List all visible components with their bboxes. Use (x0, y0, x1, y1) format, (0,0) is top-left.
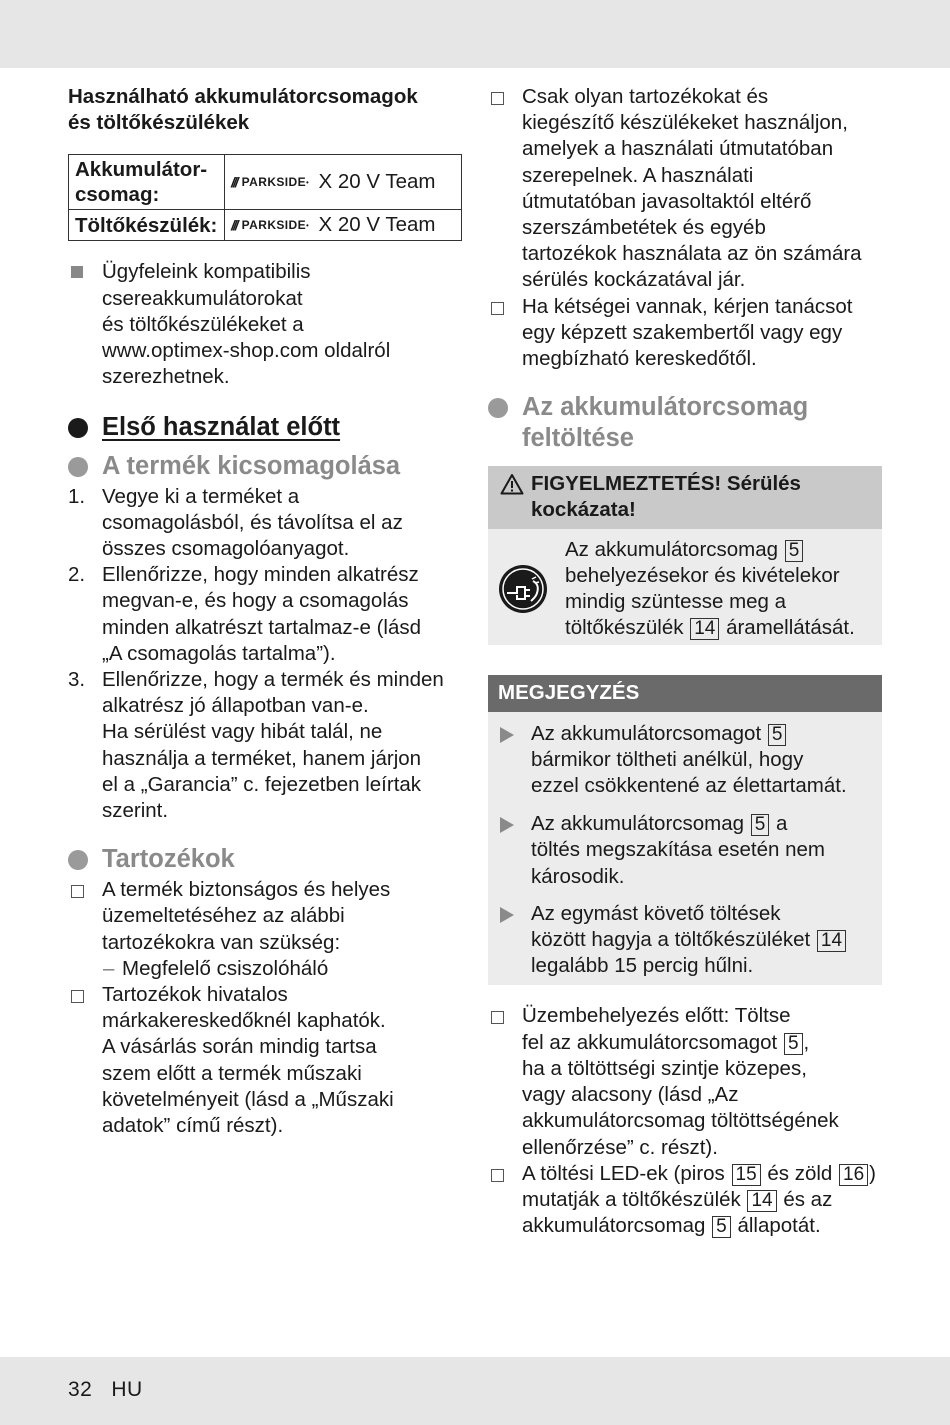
text-line: akkumulátorcsomag töltöttségének (522, 1109, 839, 1133)
table-row (69, 210, 462, 241)
model-text: X 20 V Team (318, 170, 436, 194)
text-line: megbízható kereskedőtől. (522, 347, 757, 371)
compatible-packs-title (68, 84, 463, 136)
open-square-bullet-icon (491, 1011, 504, 1024)
warning-line: mindig szüntesse meg a (565, 590, 787, 614)
text-line: károsodik. (531, 864, 625, 888)
part-ref: 5 (768, 724, 787, 746)
text-line: összes csomagolóanyagot. (102, 536, 350, 560)
part-ref: 5 (785, 540, 804, 562)
note-item: Az egymást követő töltések között hagyja a töltőkészüléket 14 legalább 15 percig hűlni. (488, 901, 882, 980)
title-line: Használható akkumulátorcsomagok (68, 85, 418, 108)
note-item: Az akkumulátorcsomag 5 a töltés megszakítása esetén nem károsodik. (488, 811, 882, 890)
bullet-dot-icon (488, 398, 508, 418)
step-number: 3. (68, 667, 86, 691)
list-item (68, 667, 463, 824)
text-line: csomagolásból, és távolítsa el az (102, 510, 403, 534)
arrow-bullet-icon (500, 727, 514, 743)
list-item: Üzembehelyezés előtt: Töltse fel az akkumulátorcsomagot 5 , ha a töltöttségi szintje közepes, vagy alacsony (lásd „Az akkumulátorcsomag töltöttségének ellenőrzése” c. részt). (488, 1003, 882, 1160)
key-line: csomag: (75, 183, 160, 207)
text-line: ezzel csökkentené az élettartamát. (531, 774, 847, 798)
right-column (488, 84, 882, 1239)
note-title: MEGJEGYZÉS (488, 675, 882, 711)
parkside-logo: /// PARKSIDE • (231, 174, 309, 191)
table-value-cell (225, 155, 462, 210)
note-box (488, 675, 882, 985)
heading-unpack (68, 451, 463, 482)
warning-title: kockázata! (531, 498, 636, 522)
heading-accessories (68, 844, 463, 875)
part-ref: 15 (732, 1164, 761, 1186)
text-line: Csak olyan tartozékokat és (522, 85, 769, 108)
part-ref: 16 (839, 1164, 868, 1186)
text-line: és töltőkészülékeket a (102, 312, 304, 336)
text-line: Vegye ki a terméket a (102, 484, 300, 508)
text-line: szerint. (102, 798, 169, 822)
warning-header (488, 466, 882, 528)
open-square-bullet-icon (71, 885, 84, 898)
text-line: ellenőrzése” c. részt). (522, 1135, 718, 1159)
text-line: legalább 15 percig hűlni. (531, 954, 754, 978)
part-ref: 5 (784, 1033, 803, 1055)
warning-line: behelyezésekor és kivételekor (565, 563, 840, 587)
arrow-bullet-icon (500, 817, 514, 833)
text-line: vagy alacsony (lásd „Az (522, 1083, 739, 1107)
text-line: minden alkatrészt tartalmaz-e (lásd (102, 615, 422, 639)
heading-text: Az akkumulátorcsomag (522, 393, 809, 422)
text-line: adatok” című részt). (102, 1113, 284, 1137)
arrow-bullet-icon (500, 907, 514, 923)
text-line: szerezhetnek. (102, 365, 230, 389)
text-line: Megfelelő csiszolóháló (122, 956, 329, 980)
table-row (69, 155, 462, 210)
text-line: amelyek a használati útmutatóban (522, 137, 834, 161)
heading-text: Tartozékok (102, 845, 235, 874)
text-line: Ha sérülést vagy hibát talál, ne (102, 720, 383, 744)
accessories-list (68, 877, 463, 1139)
text-line: Ellenőrizze, hogy minden alkatrész (102, 563, 419, 587)
bullet-dot-icon (68, 457, 88, 477)
note-item: Az akkumulátorcsomagot 5 bármikor töltheti anélkül, hogy ezzel csökkentené az élettartamát. (488, 721, 882, 800)
heading-text: Első használat előtt (102, 412, 341, 441)
text-line: A vásárlás során mindig tartsa (102, 1035, 377, 1059)
text-line: tartozékokra van szükség: (102, 930, 341, 954)
title-line: és töltőkészülékek (68, 111, 250, 135)
list-item (488, 294, 882, 373)
text-line: „A csomagolás tartalma”). (102, 641, 336, 665)
text-line: Ha kétségei vannak, kérjen tanácsot (522, 294, 853, 318)
open-square-bullet-icon (71, 990, 84, 1003)
text-line: használja a terméket, hanem járjon (102, 746, 422, 770)
text-line: kiegészítő készülékeket használjon, (522, 111, 848, 135)
text-line: www.optimex-shop.com oldalról (102, 339, 391, 363)
text-line: tartozékok használata az ön számára (522, 242, 862, 266)
dash-bullet-icon: – (103, 956, 115, 980)
text-line: el a „Garancia” c. fejezetben leírtak (102, 772, 422, 796)
text-line: üzemeltetéséhez az alábbi (102, 904, 345, 928)
heading-text: feltöltése (522, 424, 634, 453)
open-square-bullet-icon (491, 92, 504, 105)
warning-triangle-icon (500, 473, 524, 495)
text-line: Ellenőrizze, hogy a termék és minden (102, 667, 444, 691)
model-text: X 20 V Team (318, 213, 436, 237)
compat-note (68, 259, 463, 390)
bullet-dot-icon (68, 418, 88, 438)
page-number: 32 HU (68, 1378, 143, 1401)
warning-title: FIGYELMEZTETÉS! Sérülés (531, 472, 801, 496)
list-item (68, 877, 463, 982)
top-margin-band (0, 0, 950, 68)
sub-list-item (102, 956, 463, 982)
table-key-cell: Töltőkészülék: (69, 210, 225, 241)
key-line: Akkumulátor- (75, 158, 208, 182)
bullet-dot-icon (68, 850, 88, 870)
text-line: szerepelnek. A használati (522, 163, 754, 187)
warning-body (488, 529, 882, 646)
parkside-logo: /// PARKSIDE • (231, 217, 309, 234)
warning-box (488, 466, 882, 645)
text-line: Üzembehelyezés előtt: Töltse (522, 1004, 791, 1028)
table-value-cell (225, 210, 462, 241)
text-line: Tartozékok hivatalos (102, 982, 288, 1006)
text-line: Az egymást követő töltések (531, 901, 781, 925)
heading-charging (488, 392, 882, 454)
part-ref: 5 (712, 1216, 731, 1238)
list-item (488, 84, 882, 294)
text-line: ha a töltöttségi szintje közepes, (522, 1056, 807, 1080)
list-item (68, 982, 463, 1139)
text-line: csereakkumulátorokat (102, 286, 303, 310)
text-line: követelményeit (lásd a „Műszaki (102, 1087, 394, 1111)
heading-text: A termék kicsomagolása (102, 451, 401, 480)
text-line: szerszámbetétek és egyéb (522, 216, 766, 240)
text-line: alkatrész jó állapotban van-e. (102, 694, 369, 718)
text-line: töltés megszakítása esetén nem (531, 838, 825, 862)
text-line: útmutatóban javasoltaktól eltérő (522, 189, 812, 213)
compatibility-table (68, 154, 462, 241)
part-ref: 14 (817, 930, 846, 952)
text-line: márkakereskedőknél kaphatók. (102, 1009, 386, 1033)
text-line: Ügyfeleink kompatibilis (102, 260, 311, 284)
step-number: 1. (68, 484, 86, 508)
text-line: sérülés kockázatával jár. (522, 268, 746, 292)
left-column (68, 84, 463, 1139)
open-square-bullet-icon (491, 302, 504, 315)
unplug-mains-icon (497, 563, 549, 615)
step-number: 2. (68, 563, 86, 587)
heading-first-use (68, 412, 463, 443)
text-line: bármikor töltheti anélkül, hogy (531, 747, 804, 771)
text-line: A termék biztonságos és helyes (102, 878, 391, 902)
warning-line: töltőkészülék 14 áramellátását. (565, 616, 855, 640)
text-line: egy képzett szakembertől vagy egy (522, 320, 843, 344)
list-item: A töltési LED-ek (piros 15 és zöld 16 ) mutatják a töltőkészülék 14 és az akkumulátorcsomag 5 állapotát. (488, 1161, 882, 1240)
open-square-bullet-icon (491, 1169, 504, 1182)
text-line: szem előtt a termék műszaki (102, 1061, 362, 1085)
part-ref: 14 (690, 618, 719, 640)
table-key-cell (69, 155, 225, 210)
unpack-steps (68, 484, 463, 825)
list-item (68, 562, 463, 667)
filled-square-bullet-icon (71, 266, 83, 278)
part-ref: 5 (751, 814, 770, 836)
list-item (68, 484, 463, 563)
text-line: megvan-e, és hogy a csomagolás (102, 589, 409, 613)
warning-line: Az akkumulátorcsomag 5 (565, 537, 870, 563)
part-ref: 14 (747, 1190, 776, 1212)
